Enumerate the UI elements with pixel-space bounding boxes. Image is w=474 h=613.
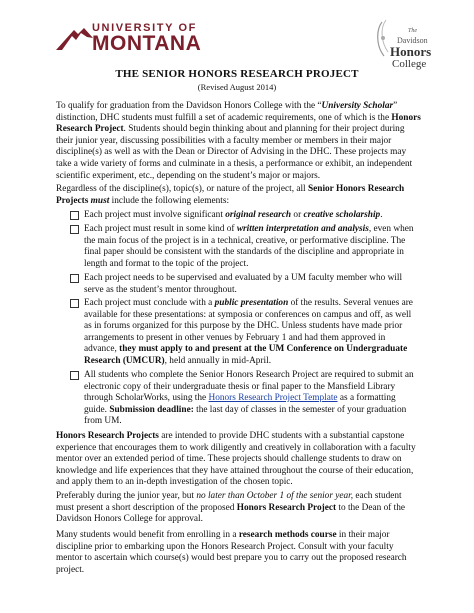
requirement-text — [84, 210, 420, 222]
document-title: THE SENIOR HONORS RESEARCH PROJECT — [115, 68, 359, 80]
requirement-text-part: the last day of classes in the semester of your graduation from UM. — [84, 404, 407, 427]
requirement-text — [84, 298, 420, 368]
honors-research-projects-emphasis: Honors Research Projects — [56, 431, 159, 441]
university-scholar-emphasis: University Scholar — [321, 101, 394, 111]
honors-research-project-emphasis: Honors Research Project — [236, 502, 337, 513]
logo-college-text: College — [392, 58, 427, 70]
research-methods-paragraph — [56, 530, 422, 576]
requirement-checkbox[interactable] — [70, 274, 79, 283]
october-deadline-emphasis: no later than October 1 of the senior year, — [196, 491, 354, 501]
research-methods-text-part: Many students would benefit from enrolling in a — [56, 530, 239, 540]
logo-montana-text: MONTANA — [92, 32, 202, 55]
mountain-logo-icon — [54, 24, 94, 52]
intro-text-1: To qualify for graduation from the Davidson Honors College with the “ — [56, 101, 322, 111]
proposal-text-part: to the Dean of the Davidson Honors College for approval. — [56, 502, 405, 525]
document-subtitle: (Revised August 2014) — [197, 82, 277, 92]
logo-honors-text: Honors — [390, 44, 432, 59]
intro-text-3: . Students should begin thinking about and planning for their project during their junior year, discussing possibilities with a faculty member or members in their major discipline(s) as well as with the Dean or Director of Advising in the DHC. These projects may take a wide variety of forms and culminate in a thesis, a performance or exhibit, an independent scientific experiment, etc., depending on the student’s major or majors. — [56, 124, 413, 181]
requirement-checkbox[interactable] — [70, 225, 79, 234]
requirement-text-part: Each project must result in some kind of — [84, 224, 237, 234]
creative-scholarship-emphasis: creative scholarship — [303, 210, 381, 220]
requirement-checkbox[interactable] — [70, 211, 79, 220]
requirement-text-part: Each project must involve significant — [84, 210, 226, 220]
requirement-text-part: or — [291, 210, 304, 220]
requirement-text-part: . — [380, 210, 383, 220]
requirement-text — [84, 273, 420, 296]
logo-university-of-text: UNIVERSITY OF — [92, 22, 197, 34]
requirement-text — [84, 370, 420, 428]
research-methods-text-part: in their major discipline prior to embarking upon the Honors Research Project. Consult with your faculty mentor to ascertain which course(s) would best prepare you to carry out the proposed research project. — [56, 530, 407, 575]
original-research-emphasis: original research — [225, 210, 292, 220]
requirement-text-part: , held annually in mid-April. — [164, 355, 272, 366]
honors-research-project-template-link[interactable]: Honors Research Project Template — [208, 393, 338, 404]
requirement-text-part: Each project needs to be supervised and evaluated by a UM faculty member who will serve as the student’s mentor throughout. — [84, 273, 403, 295]
honors-research-project-emphasis: Honors Research Project — [56, 112, 421, 135]
umcur-requirement-emphasis: they must apply to and present at the UM Conference on Undergraduate Research (UMCUR) — [84, 344, 408, 366]
davidson-honors-college-logo — [370, 16, 440, 72]
requirement-text-part: of the results. Several venues are available for these presentations: at symposia or conferences on campus and off, as well as in forums organized for this purpose by the DHC. Unless students have made prior arrangements to present in other venues by February 1 and had them approved in advance, — [84, 298, 413, 355]
submission-deadline-label: Submission deadline: — [109, 404, 194, 415]
requirement-text-part: All students who complete the Senior Honors Research Project are required to submit an electronic copy of their undergraduate thesis or final paper to the Mansfield Library through ScholarWorks, using the — [84, 370, 414, 404]
regardless-text-2: include the following elements: — [109, 195, 230, 206]
proposal-deadline-paragraph — [56, 491, 422, 526]
requirement-text-part: Each project must conclude with a — [84, 298, 215, 308]
proposal-text-part: Preferably during the junior year, but — [56, 491, 197, 501]
projects-description-text: are intended to provide DHC students with a substantial capstone experience that encourages them to work diligently and creatively in collaboration with a faculty mentor over an extended period of time. These projects should challenge students to draw on knowledge and life experiences that they have attained throughout the course of their education, and apply them to an in-depth investigation of the chosen topic. — [56, 431, 416, 488]
requirement-checkbox[interactable] — [70, 371, 79, 380]
intro-text-2: ” distinction, DHC students must fulfill a set of academic requirements, one of which is the — [56, 101, 398, 123]
requirement-text-part: as a formatting guide. — [84, 393, 396, 415]
university-of-montana-logo — [54, 22, 224, 55]
logo-the-text: The — [408, 28, 417, 34]
projects-description-paragraph — [56, 431, 422, 489]
public-presentation-emphasis: public presentation — [214, 298, 289, 308]
requirement-checkbox[interactable] — [70, 299, 79, 308]
senior-honors-projects-emphasis: Senior Honors Research Projects — [56, 184, 405, 206]
requirements-intro-paragraph — [56, 184, 422, 207]
logo-davidson-text: Davidson — [397, 36, 428, 45]
intro-paragraph — [56, 101, 422, 182]
research-methods-course-emphasis: research methods course — [238, 530, 337, 540]
requirement-text — [84, 224, 420, 270]
requirement-text-part: , even when the main focus of the project is in a technical, creative, or performative discipline. The final paper should be consistent with the standards of the discipline and appropriate in length and format to the topic of the project. — [84, 224, 414, 269]
written-interpretation-emphasis: written interpretation and analysis — [236, 224, 369, 234]
must-emphasis: must — [88, 195, 110, 206]
proposal-text-part: each student must present a short description of the proposed — [56, 491, 402, 513]
regardless-text-1: Regardless of the discipline(s), topic(s), or nature of the project, all — [56, 184, 308, 194]
